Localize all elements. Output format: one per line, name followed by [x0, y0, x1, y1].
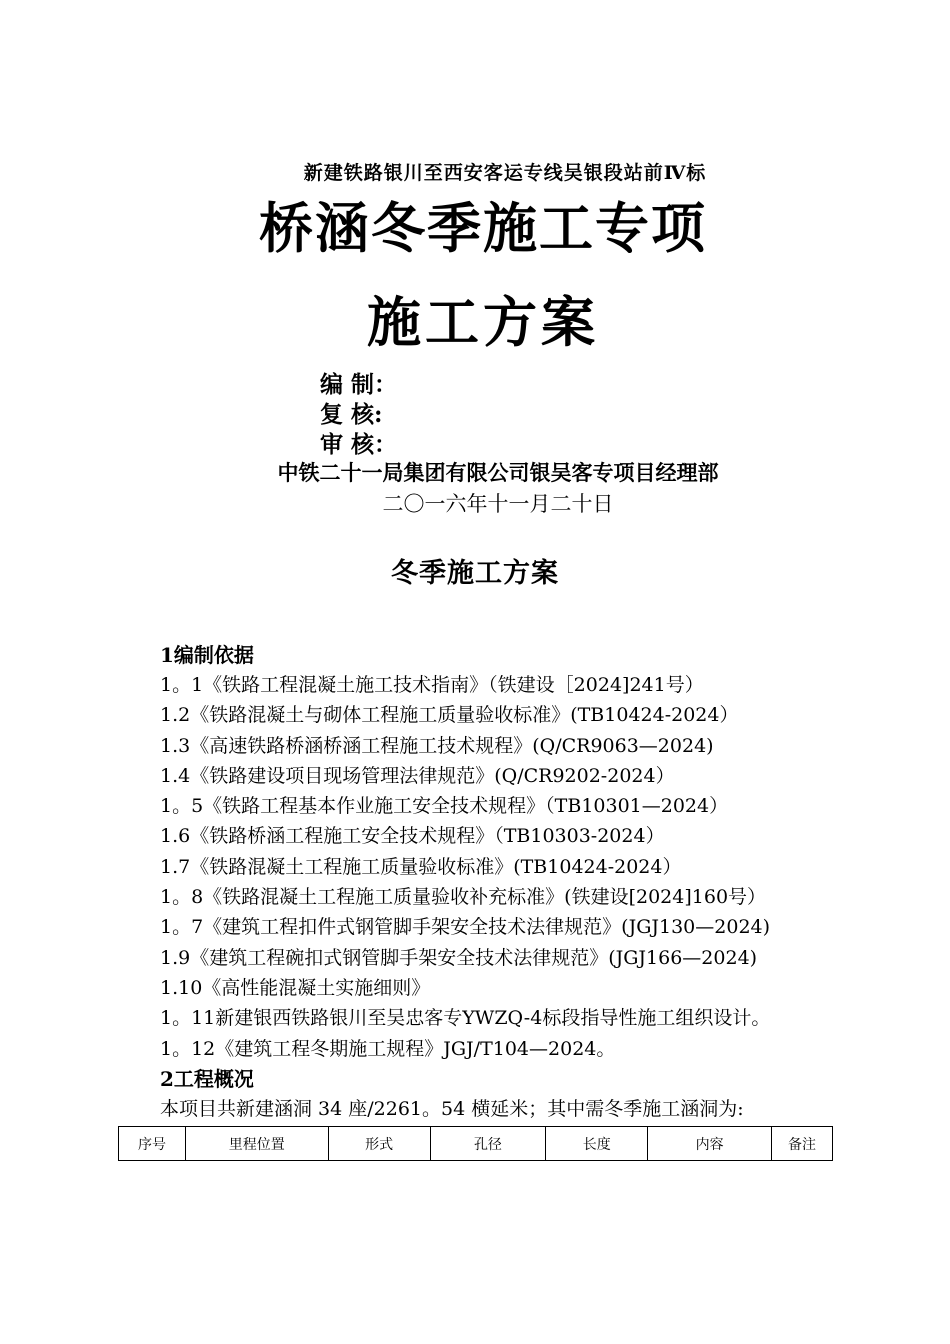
cover-title-line2: 施工方案: [367, 290, 599, 354]
col-header-content: 内容: [648, 1127, 772, 1161]
basis-item: 1。8《铁路混凝土工程施工质量验收补充标准》(铁建设[2024]160号）: [160, 886, 767, 909]
signature-reviewed: 复 核:: [320, 401, 383, 428]
basis-item: 1。1《铁路工程混凝土施工技术指南》（铁建设［2024]241号）: [160, 674, 704, 696]
basis-item: 1。12《建筑工程冬期施工规程》JGJ/T104—2024。: [160, 1037, 616, 1060]
document-date: 二〇一六年十一月二十日: [382, 492, 614, 516]
table-header-row: [119, 1127, 833, 1161]
basis-item: 1.9《建筑工程碗扣式钢管脚手架安全技术法律规范》(JGJ166—2024): [160, 946, 758, 969]
basis-item: 1.3《高速铁路桥涵桥涵工程施工技术规程》(Q/CR9063—2024): [160, 734, 714, 757]
signature-approved: 审 核：: [320, 431, 398, 458]
company-name: 中铁二十一局集团有限公司银吴客专项目经理部: [277, 460, 719, 485]
section-title: 1编制依据: [160, 643, 254, 667]
col-header-length: 长度: [546, 1127, 648, 1161]
signature-compiled: 编 制：: [320, 371, 398, 398]
culvert-table: [118, 1126, 833, 1161]
cover-title-line1: 桥涵冬季施工专项: [259, 196, 707, 260]
basis-item: 1.7《铁路混凝土工程施工质量验收标准》(TB10424-2024）: [160, 855, 682, 878]
basis-item: 1.6《铁路桥涵工程施工安全技术规程》（TB10303-2024）: [160, 825, 665, 848]
section-title: 2工程概况: [160, 1066, 254, 1091]
col-header-type: 形式: [328, 1127, 430, 1161]
basis-item: 1.4《铁路建设项目现场管理法律规范》(Q/CR9202-2024）: [160, 764, 675, 787]
basis-item: 1。11新建银西铁路银川至吴忠客专YWZQ-4标段指导性施工组织设计。: [160, 1007, 771, 1030]
col-header-aperture: 孔径: [430, 1127, 546, 1161]
basis-item: 1。7《建筑工程扣件式钢管脚手架安全技术法律规范》(JGJ130—2024): [160, 916, 771, 939]
col-header-remarks: 备注: [772, 1127, 833, 1161]
basis-item: 1.10《高性能混凝土实施细则》: [160, 976, 431, 999]
project-subtitle: 新建铁路银川至西安客运专线吴银段站前Ⅳ标: [303, 162, 707, 184]
overview-paragraph: 本项目共新建涵洞 34 座/2261。54 横延米；其中需冬季施工涵洞为:: [160, 1097, 744, 1120]
col-header-mileage: 里程位置: [185, 1127, 328, 1161]
basis-item: 1.2《铁路混凝土与砌体工程施工质量验收标准》(TB10424-2024）: [160, 704, 739, 727]
col-header-index: 序号: [119, 1127, 186, 1161]
body-heading: 冬季施工方案: [391, 558, 559, 589]
body-content: [160, 640, 860, 1124]
basis-item: 1。5《铁路工程基本作业施工安全技术规程》（TB10301—2024）: [160, 795, 729, 818]
